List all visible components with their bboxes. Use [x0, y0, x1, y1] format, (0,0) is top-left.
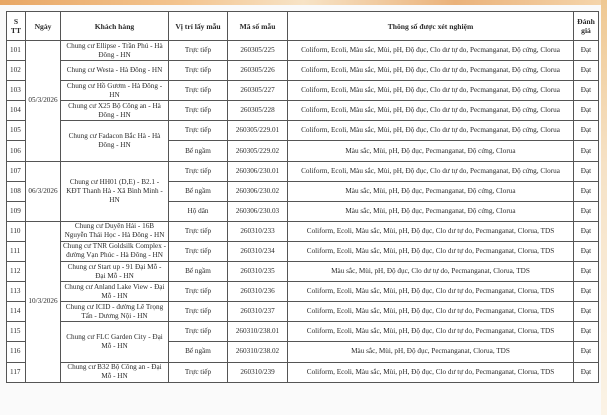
- table-row: [7, 161, 599, 181]
- table-row: [7, 302, 599, 322]
- row-result: Đạt: [574, 121, 599, 141]
- row-result: Đạt: [574, 41, 599, 61]
- table-row: [7, 121, 599, 141]
- top-edge-background: [0, 0, 607, 5]
- row-stt: 111: [7, 241, 26, 261]
- row-sample-code: 260310/234: [228, 241, 288, 261]
- table-row: [7, 322, 599, 342]
- row-parameters: Coliform, Ecoli, Màu sắc, Mùi, pH, Độ đục, Clo dư tự do, Pecmanganat, Clorua, TDS: [288, 322, 574, 342]
- row-parameters: Màu sắc, Mùi, pH, Độ đục, Pecmanganat, Độ cứng, Clorua: [288, 141, 574, 161]
- row-stt: 102: [7, 61, 26, 81]
- row-stt: 115: [7, 322, 26, 342]
- row-stt: 112: [7, 262, 26, 282]
- row-result: Đạt: [574, 262, 599, 282]
- row-sample-code: 260305/225: [228, 41, 288, 61]
- row-parameters: Coliform, Ecoli, Màu sắc, Mùi, pH, Độ đục, Clo dư tự do, Pecmanganat, Độ cứng, Clorua: [288, 161, 574, 181]
- row-parameters: Coliform, Ecoli, Màu sắc, Mùi, pH, Độ đục, Clo dư tự do, Pecmanganat, Độ cứng, Clorua: [288, 61, 574, 81]
- row-parameters: Coliform, Ecoli, Màu sắc, Mùi, pH, Độ đục, Clo dư tự do, Pecmanganat, Độ cứng, Clorua: [288, 101, 574, 121]
- table-row: [7, 221, 599, 241]
- table-row: [7, 101, 599, 121]
- row-stt: 106: [7, 141, 26, 161]
- row-result: Đạt: [574, 241, 599, 261]
- table-row: [7, 41, 599, 61]
- row-result: Đạt: [574, 362, 599, 382]
- header-row: [7, 12, 599, 41]
- row-stt: 103: [7, 81, 26, 101]
- row-location: Bể ngầm: [169, 181, 228, 201]
- row-stt: 109: [7, 201, 26, 221]
- row-stt: 104: [7, 101, 26, 121]
- row-parameters: Màu sắc, Mùi, pH, Độ đục, Pecmanganat, Clorua, TDS: [288, 342, 574, 362]
- row-customer: Chung cư HH01 (D,E) - B2.1 - KĐT Thanh Hà - Xã Bình Minh - HN: [61, 161, 169, 221]
- row-customer: Chung cư FLC Garden City - Đại Mỗ - HN: [61, 322, 169, 362]
- row-result: Đạt: [574, 322, 599, 342]
- row-location: Trực tiếp: [169, 81, 228, 101]
- row-sample-code: 260306/230.02: [228, 181, 288, 201]
- row-customer: Chung cư Duyên Hải - 16B Nguyễn Thái Học - Hà Đông - HN: [61, 221, 169, 241]
- table-row: [7, 81, 599, 101]
- row-location: Bể ngầm: [169, 342, 228, 362]
- row-result: Đạt: [574, 181, 599, 201]
- row-stt: 108: [7, 181, 26, 201]
- row-parameters: Coliform, Ecoli, Màu sắc, Mùi, pH, Độ đục, Clo dư tự do, Pecmanganat, Độ cứng, Clorua: [288, 81, 574, 101]
- row-customer: Chung cư Westa - Hà Đông - HN: [61, 61, 169, 81]
- right-edge-background: [601, 0, 607, 415]
- row-stt: 114: [7, 302, 26, 322]
- row-result: Đạt: [574, 342, 599, 362]
- row-parameters: Coliform, Ecoli, Màu sắc, Mùi, pH, Độ đục, Clo dư tự do, Pecmanganat, Độ cứng, Clorua: [288, 41, 574, 61]
- row-customer: Chung cư Start up - 91 Đại Mỗ - Đại Mỗ - HN: [61, 262, 169, 282]
- row-sample-code: 260310/235: [228, 262, 288, 282]
- table-row: [7, 362, 599, 382]
- row-result: Đạt: [574, 81, 599, 101]
- row-location: Trực tiếp: [169, 282, 228, 302]
- row-result: Đạt: [574, 161, 599, 181]
- row-location: Trực tiếp: [169, 241, 228, 261]
- header-customer: Khách hàng: [61, 12, 169, 41]
- row-sample-code: 260310/237: [228, 302, 288, 322]
- table-row: [7, 61, 599, 81]
- row-result: Đạt: [574, 221, 599, 241]
- row-location: Hộ dân: [169, 201, 228, 221]
- row-stt: 101: [7, 41, 26, 61]
- table-row: [7, 262, 599, 282]
- row-location: Bể ngầm: [169, 262, 228, 282]
- row-result: Đạt: [574, 101, 599, 121]
- row-parameters: Coliform, Ecoli, Màu sắc, Mùi, pH, Độ đục, Clo dư tự do, Pecmanganat, Clorua, TDS: [288, 302, 574, 322]
- row-location: Trực tiếp: [169, 221, 228, 241]
- row-parameters: Màu sắc, Mùi, pH, Độ đục, Pecmanganat, Độ cứng, Clorua: [288, 201, 574, 221]
- row-sample-code: 260305/229.01: [228, 121, 288, 141]
- row-sample-code: 260310/236: [228, 282, 288, 302]
- row-sample-code: 260305/228: [228, 101, 288, 121]
- row-location: Trực tiếp: [169, 61, 228, 81]
- row-location: Bể ngầm: [169, 141, 228, 161]
- row-sample-code: 260306/230.01: [228, 161, 288, 181]
- row-customer: Chung cư Anland Lake View - Đại Mỗ - HN: [61, 282, 169, 302]
- row-date: 06/3/2026: [26, 161, 61, 221]
- row-customer: Chung cư Hồ Gươm - Hà Đông - HN: [61, 81, 169, 101]
- row-stt: 107: [7, 161, 26, 181]
- row-customer: Chung cư ICID - đường Lê Trọng Tấn - Dương Nội - HN: [61, 302, 169, 322]
- row-parameters: Coliform, Ecoli, Màu sắc, Mùi, pH, Độ đục, Clo dư tự do, Pecmanganat, Clorua, TDS: [288, 362, 574, 382]
- row-result: Đạt: [574, 141, 599, 161]
- row-result: Đạt: [574, 61, 599, 81]
- row-customer: Chung cư Fadacon Bắc Hà - Hà Đông - HN: [61, 121, 169, 161]
- row-location: Trực tiếp: [169, 121, 228, 141]
- header-sample-code: Mã số mẫu: [228, 12, 288, 41]
- row-sample-code: 260305/227: [228, 81, 288, 101]
- row-parameters: Coliform, Ecoli, Màu sắc, Mùi, pH, Độ đục, Clo dư tự do, Pecmanganat, Clorua, TDS: [288, 241, 574, 261]
- row-stt: 105: [7, 121, 26, 141]
- row-location: Trực tiếp: [169, 302, 228, 322]
- row-sample-code: 260306/230.03: [228, 201, 288, 221]
- row-date: 10/3/2026: [26, 221, 61, 382]
- header-parameters: Thông số được xét nghiệm: [288, 12, 574, 41]
- row-customer: Chung cư X25 Bộ Công an - Hà Đông - HN: [61, 101, 169, 121]
- water-test-results-table: [6, 11, 599, 383]
- header-date: Ngày: [26, 12, 61, 41]
- row-sample-code: 260310/238.02: [228, 342, 288, 362]
- table-row: [7, 282, 599, 302]
- row-result: Đạt: [574, 302, 599, 322]
- row-stt: 116: [7, 342, 26, 362]
- row-location: Trực tiếp: [169, 362, 228, 382]
- row-stt: 110: [7, 221, 26, 241]
- row-parameters: Màu sắc, Mùi, pH, Độ đục, Pecmanganat, Độ cứng, Clorua: [288, 181, 574, 201]
- row-result: Đạt: [574, 282, 599, 302]
- row-stt: 113: [7, 282, 26, 302]
- row-customer: Chung cư B32 Bộ Công an - Đại Mỗ - HN: [61, 362, 169, 382]
- row-result: Đạt: [574, 201, 599, 221]
- row-location: Trực tiếp: [169, 322, 228, 342]
- header-location: Vị trí lấy mẫu: [169, 12, 228, 41]
- row-parameters: Coliform, Ecoli, Màu sắc, Mùi, pH, Độ đục, Clo dư tự do, Pecmanganat, Clorua, TDS: [288, 282, 574, 302]
- row-sample-code: 260305/229.02: [228, 141, 288, 161]
- row-date: 05/3/2026: [26, 41, 61, 162]
- row-parameters: Coliform, Ecoli, Màu sắc, Mùi, pH, Độ đục, Clo dư tự do, Pecmanganat, Độ cứng, Clorua: [288, 121, 574, 141]
- row-location: Trực tiếp: [169, 101, 228, 121]
- row-sample-code: 260310/239: [228, 362, 288, 382]
- row-location: Trực tiếp: [169, 41, 228, 61]
- row-stt: 117: [7, 362, 26, 382]
- header-stt: S TT: [7, 12, 26, 41]
- row-sample-code: 260305/226: [228, 61, 288, 81]
- row-customer: Chung cư TNR Goldsilk Complex - đường Vạn Phúc - Hà Đông - HN: [61, 241, 169, 261]
- row-parameters: Màu sắc, Mùi, pH, Độ đục, Clo dư tự do, Pecmanganat, Clorua, TDS: [288, 262, 574, 282]
- row-parameters: Coliform, Ecoli, Màu sắc, Mùi, pH, Độ đục, Clo dư tự do, Pecmanganat, Clorua, TDS: [288, 221, 574, 241]
- row-location: Trực tiếp: [169, 161, 228, 181]
- header-result: Đánh giá: [574, 12, 599, 41]
- row-sample-code: 260310/233: [228, 221, 288, 241]
- row-customer: Chung cư Ellipse - Trần Phú - Hà Đông - HN: [61, 41, 169, 61]
- table-row: [7, 241, 599, 261]
- row-sample-code: 260310/238.01: [228, 322, 288, 342]
